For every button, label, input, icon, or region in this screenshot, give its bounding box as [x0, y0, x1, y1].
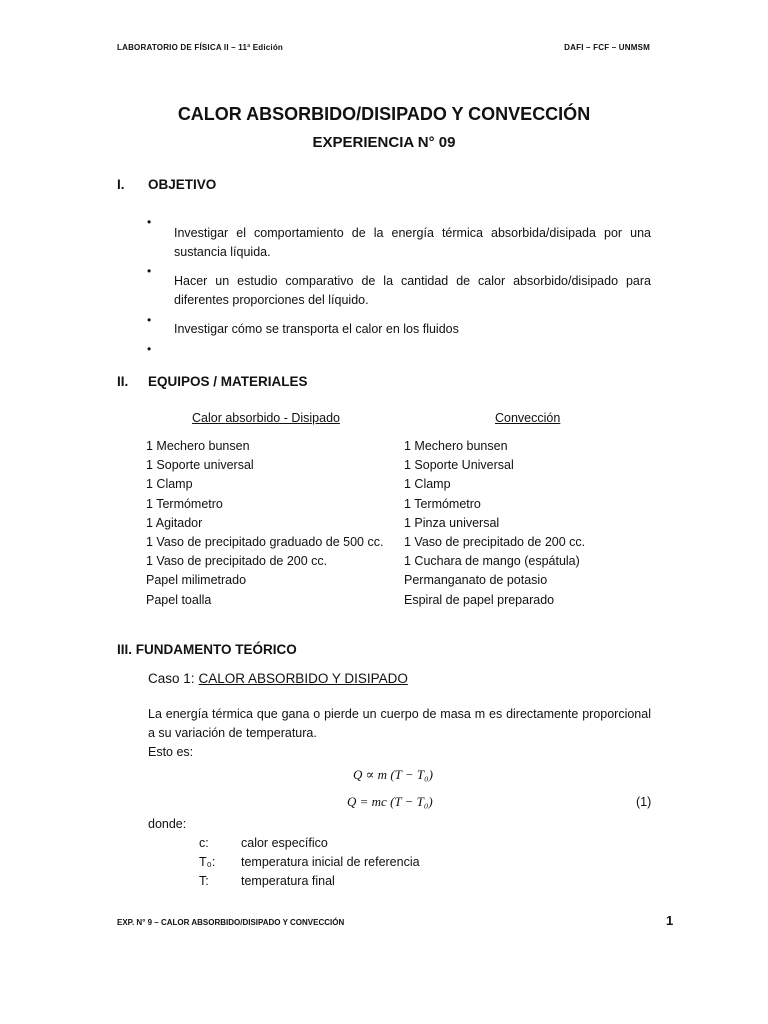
page-number: 1	[666, 913, 674, 928]
header-left: LABORATORIO DE FÍSICA II – 11ª Edición	[117, 43, 283, 52]
section-fundamento-heading: III. FUNDAMENTO TEÓRICO	[117, 642, 297, 657]
list-item: 1 Soporte Universal	[404, 458, 514, 473]
bullet-icon: •	[147, 264, 152, 278]
esto-es-label: Esto es:	[148, 745, 194, 759]
list-item: Espiral de papel preparado	[404, 592, 555, 607]
bullet-icon: •	[147, 215, 152, 229]
list-item: 1 Vaso de precipitado de 200 cc.	[146, 554, 328, 569]
objective-item-1: Investigar el comportamiento de la energía térmica absorbida/disipada por una sustancia líquida.	[174, 226, 651, 259]
list-item: 1 Agitador	[146, 515, 203, 530]
list-item: 1 Pinza universal	[404, 515, 500, 530]
definition-text: calor específico	[241, 836, 328, 850]
list-item: 1 Clamp	[404, 477, 451, 492]
document-title: CALOR ABSORBIDO/DISIPADO Y CONVECCIÓN	[177, 104, 591, 124]
materials-list-calor	[146, 437, 383, 610]
donde-label: donde:	[148, 817, 187, 831]
equation-number: (1)	[636, 795, 652, 809]
document-subtitle: EXPERIENCIA N° 09	[312, 134, 456, 151]
definition-text: temperatura inicial de referencia	[241, 855, 420, 869]
bullet-icon: •	[147, 313, 152, 327]
materials-list-conveccion	[404, 437, 585, 610]
definition-symbol: T₀:	[199, 855, 216, 869]
section-number: I.	[117, 177, 125, 192]
equation-heat: Q = mc (T − T₀)	[347, 794, 433, 809]
column-header-calor: Calor absorbido - Disipado	[192, 411, 340, 425]
list-item: 1 Mechero bunsen	[146, 439, 250, 453]
section-number: II.	[117, 374, 129, 389]
objective-item-3: Investigar cómo se transporta el calor en los fluidos	[174, 322, 459, 336]
bullet-icon: •	[147, 342, 152, 356]
objective-item-2: Hacer un estudio comparativo de la cantidad de calor absorbido/disipado para diferentes proporciones del líquido.	[174, 274, 651, 307]
case-heading	[148, 671, 408, 686]
list-item: Papel milimetrado	[146, 573, 247, 588]
case-title: CALOR ABSORBIDO Y DISIPADO	[198, 671, 408, 686]
list-item: Permanganato de potasio	[404, 573, 548, 588]
header-right: DAFI – FCF – UNMSM	[564, 43, 650, 52]
column-header-conveccion: Convección	[495, 411, 561, 425]
section-equipos-heading	[117, 374, 308, 389]
list-item: 1 Termómetro	[404, 496, 481, 511]
list-item: 1 Vaso de precipitado de 200 cc.	[404, 535, 586, 550]
case-label: Caso 1:	[148, 671, 195, 686]
definition-symbol: c:	[199, 836, 209, 850]
equation-proportional: Q ∝ m (T − T₀)	[353, 767, 433, 782]
section-objetivo-heading	[117, 177, 216, 192]
section-label: OBJETIVO	[148, 177, 217, 192]
list-item: 1 Mechero bunsen	[404, 439, 508, 453]
footer-text: EXP. N° 9 – CALOR ABSORBIDO/DISIPADO Y CONVECCIÓN	[117, 918, 345, 927]
definition-text: temperatura final	[241, 874, 335, 888]
definition-symbol: T:	[199, 874, 209, 888]
list-item: 1 Soporte universal	[146, 458, 254, 473]
list-item: 1 Termómetro	[146, 496, 223, 511]
list-item: Papel toalla	[146, 592, 212, 607]
list-item: 1 Clamp	[146, 477, 193, 492]
list-item: 1 Vaso de precipitado graduado de 500 cc.	[146, 535, 384, 550]
section-label: EQUIPOS / MATERIALES	[148, 374, 308, 389]
list-item: 1 Cuchara de mango (espátula)	[404, 554, 580, 569]
theory-paragraph: La energía térmica que gana o pierde un cuerpo de masa m es directamente proporcional a su variación de temperatura.	[148, 707, 651, 740]
